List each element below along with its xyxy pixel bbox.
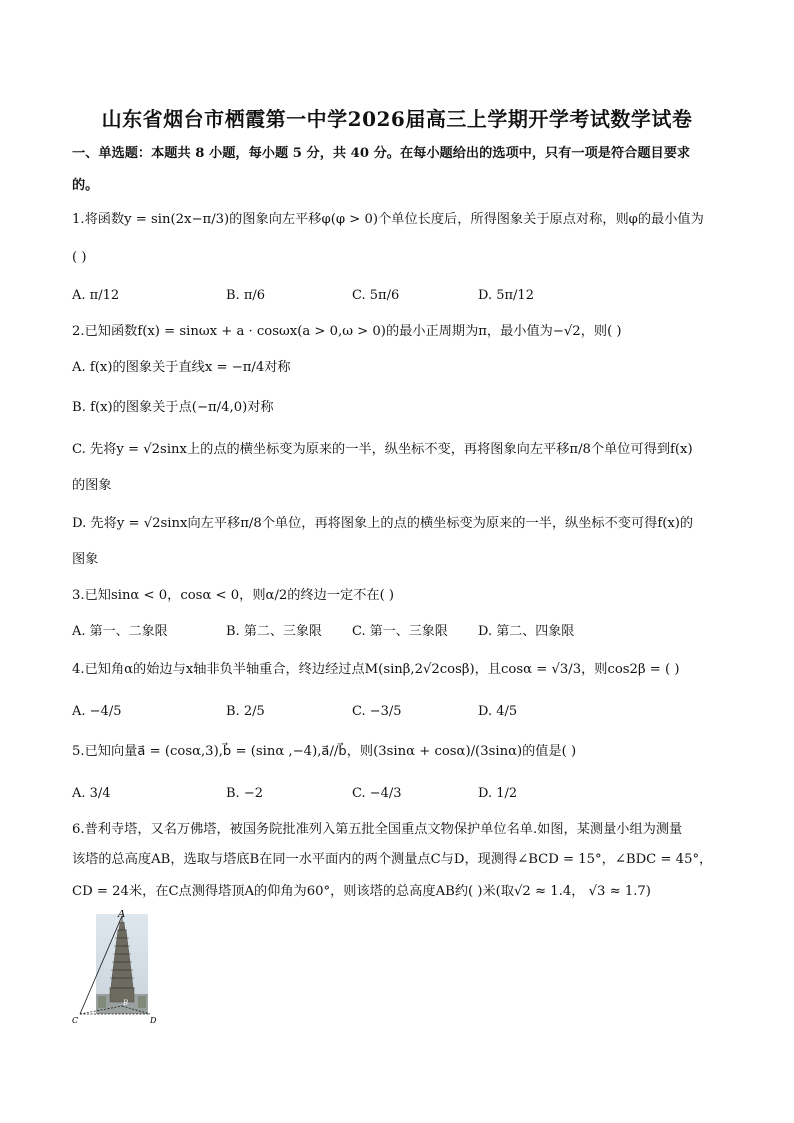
question-5-option-c: C. −4/3	[352, 786, 402, 801]
question-2-option-b: B. f(x)的图象关于点(−π/4,0)对称	[72, 400, 274, 415]
section-heading: 一、单选题：本题共 8 小题，每小题 5 分，共 40 分。在每小题给出的选项中，只有一项是符合题目要求	[72, 146, 691, 161]
page-title: 山东省烟台市栖霞第一中学2026届高三上学期开学考试数学试卷	[101, 107, 693, 131]
label-b: B	[123, 999, 129, 1007]
question-2-option-a: A. f(x)的图象关于直线x = −π/4对称	[72, 360, 291, 375]
tree-right	[138, 996, 146, 1008]
question-6-stem: 6.普利寺塔，又名万佛塔，被国务院批准列入第五批全国重点文物保护单位名单.如图，某测量小组为测量	[72, 822, 683, 837]
question-3-option-a: A. 第一、二象限	[72, 624, 168, 639]
question-4-option-d: D. 4/5	[478, 704, 518, 719]
question-6-stem-3: CD = 24米，在C点测得塔顶A的仰角为60°，则该塔的总高度AB约( )米(取√2 ≈ 1.4， √3 ≈ 1.7)	[72, 884, 651, 899]
question-5-option-d: D. 1/2	[478, 786, 518, 801]
question-4-option-b: B. 2/5	[226, 704, 265, 719]
question-4-option-c: C. −3/5	[352, 704, 402, 719]
question-3-option-c: C. 第一、三象限	[352, 624, 448, 639]
question-1-option-a: A. π/12	[72, 288, 120, 303]
question-2-stem: 2.已知函数f(x) = sinωx + a · cosωx(a > 0,ω > 0)的最小正周期为π，最小值为−√2，则( )	[72, 324, 622, 339]
section-heading-cont: 的。	[72, 178, 99, 193]
question-3-stem: 3.已知sinα < 0，cosα < 0，则α/2的终边一定不在( )	[72, 588, 395, 603]
question-1-option-d: D. 5π/12	[478, 288, 534, 303]
label-a: A	[118, 910, 126, 920]
question-5-option-b: B. −2	[226, 786, 263, 801]
pagoda-figure	[72, 910, 162, 1028]
question-1-option-c: C. 5π/6	[352, 288, 400, 303]
question-4-option-a: A. −4/5	[72, 704, 122, 719]
question-3-option-b: B. 第二、三象限	[226, 624, 322, 639]
question-1-stem: 1.将函数y = sin(2x−π/3)的图象向左平移φ(φ > 0)个单位长度后，所得图象关于原点对称，则φ的最小值为	[72, 212, 704, 227]
question-5-stem: 5.已知向量a⃗ = (cosα,3),b⃗ = (sinα ,−4),a⃗//b⃗，则(3sinα + cosα)/(3sinα)的值是( )	[72, 744, 577, 759]
question-2-option-d-cont: 图象	[72, 552, 99, 567]
question-1-option-b: B. π/6	[226, 288, 266, 303]
question-2-option-c-cont: 的图象	[72, 478, 112, 493]
question-2-option-c: C. 先将y = √2sinx上的点的横坐标变为原来的一半，纵坐标不变，再将图象向左平移π/8个单位可得到f(x)	[72, 442, 693, 457]
question-3-option-d: D. 第二、四象限	[478, 624, 575, 639]
question-1-paren: ( )	[72, 250, 87, 265]
question-4-stem: 4.已知角α的始边与x轴非负半轴重合，终边经过点M(sinβ,2√2cosβ)，且cosα = √3/3，则cos2β = ( )	[72, 662, 680, 677]
label-c: C	[72, 1016, 79, 1025]
question-5-option-a: A. 3/4	[72, 786, 111, 801]
question-6-stem-2: 该塔的总高度AB，选取与塔底B在同一水平面内的两个测量点C与D，现测得∠BCD = 15°，∠BDC = 45°，	[72, 852, 713, 867]
question-2-option-d: D. 先将y = √2sinx向左平移π/8个单位，再将图象上的点的横坐标变为原来的一半，纵坐标不变可得f(x)的	[72, 516, 694, 531]
tree-left	[98, 996, 106, 1008]
label-d: D	[150, 1016, 157, 1025]
